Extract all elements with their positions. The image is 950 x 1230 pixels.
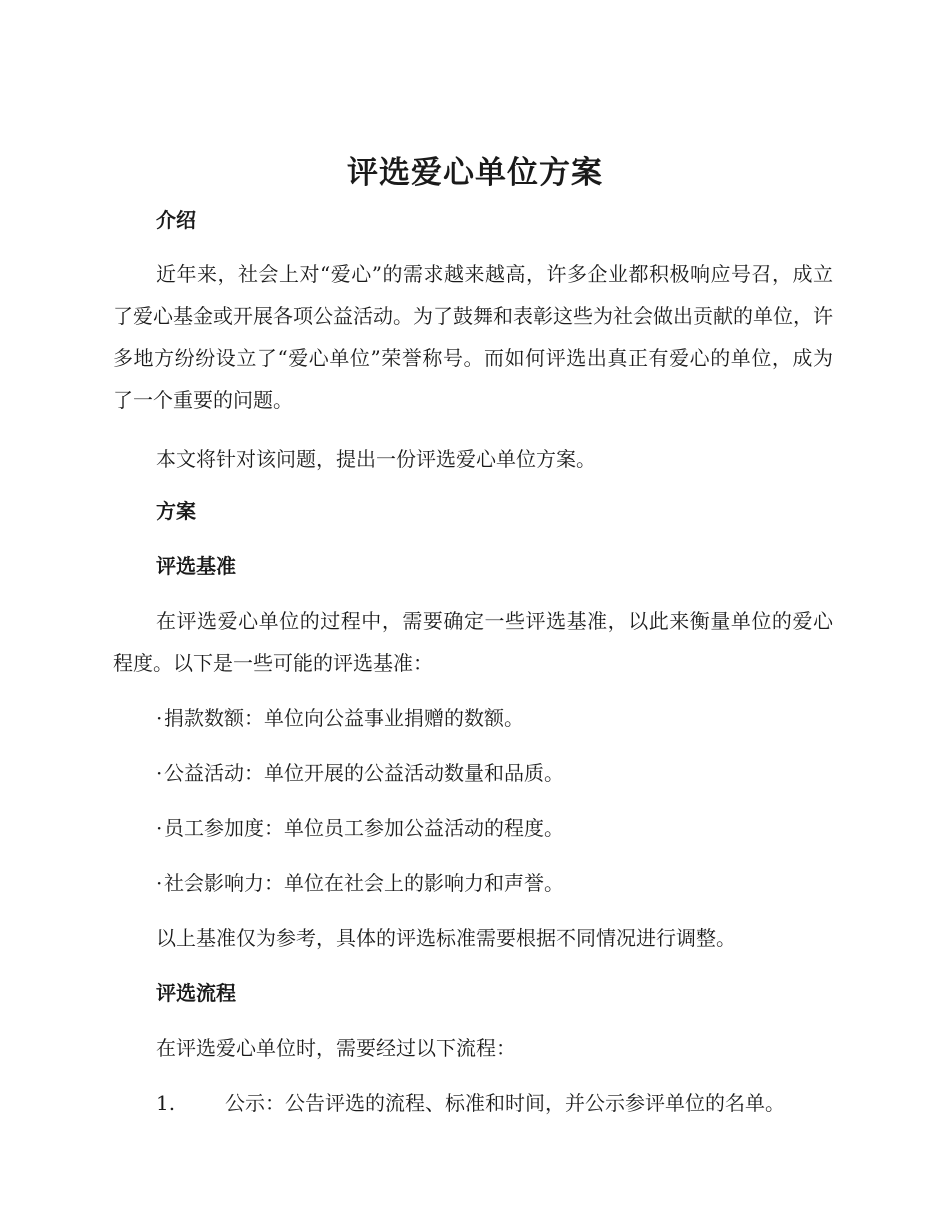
step-number: 1. [156,1091,176,1115]
criteria-item-text: 社会影响力：单位在社会上的影响力和声誉。 [164,871,564,895]
criteria-item-text: 公益活动：单位开展的公益活动数量和品质。 [164,761,564,785]
criteria-item-text: 员工参加度：单位员工参加公益活动的程度。 [164,816,564,840]
criteria-item-text: 捐款数额：单位向公益事业捐赠的数额。 [164,706,524,730]
document-title: 评选爱心单位方案 [347,155,603,191]
list-item [156,814,564,842]
bullet-icon: · [156,761,163,785]
section-heading-plan: 方案 [156,499,196,523]
bullet-icon: · [156,816,163,840]
process-intro: 在评选爱心单位时，需要经过以下流程： [156,1036,516,1060]
criteria-note: 以上基准仅为参考，具体的评选标准需要根据不同情况进行调整。 [156,926,736,950]
list-item [156,1089,785,1117]
criteria-paragraph: 在评选爱心单位的过程中，需要确定一些评选基准，以此来衡量单位的爱心程度。以下是一些可能的评选基准： [113,609,833,675]
subsection-heading-process: 评选流程 [156,981,236,1005]
intro-paragraph-2: 本文将针对该问题，提出一份评选爱心单位方案。 [156,447,596,471]
step-text: 公示：公告评选的流程、标准和时间，并公示参评单位的名单。 [225,1091,785,1115]
list-item [156,759,564,787]
section-heading-intro: 介绍 [156,208,196,232]
bullet-icon: · [156,706,163,730]
subsection-heading-criteria: 评选基准 [156,554,236,578]
intro-paragraph-1: 近年来，社会上对“爱心”的需求越来越高，许多企业都积极响应号召，成立了爱心基金或开展各项公益活动。为了鼓舞和表彰这些为社会做出贡献的单位，许多地方纷纷设立了“爱心单位”荣誉称号。而如何评选出真正有爱心的单位，成为了一个重要的问题。 [113,262,833,412]
bullet-icon: · [156,871,163,895]
list-item [156,704,524,732]
list-item [156,869,564,897]
